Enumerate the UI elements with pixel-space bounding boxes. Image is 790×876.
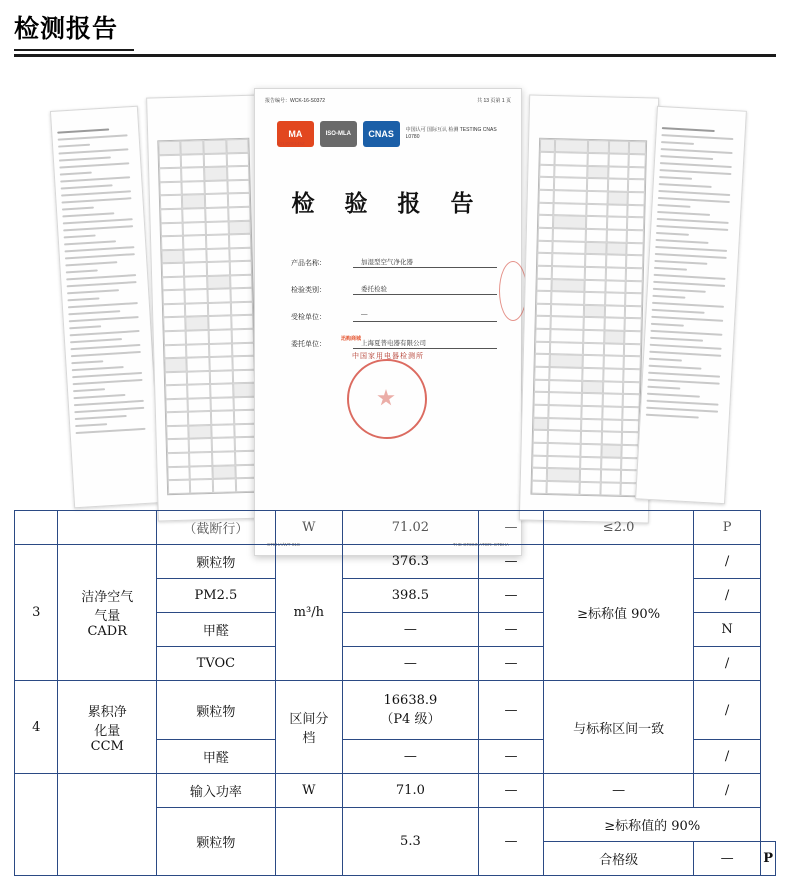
- cell-verdict: /: [693, 579, 760, 613]
- cell-measured: 71.02: [342, 511, 478, 545]
- cell-measured: —: [342, 613, 478, 647]
- cell-sub: 甲醛: [157, 613, 276, 647]
- cell-dev: —: [478, 774, 543, 808]
- table-row: [15, 545, 776, 579]
- cell-verdict: P: [761, 842, 776, 876]
- page-info: 共 13 页第 1 页: [477, 98, 511, 104]
- field-inspected-unit: [291, 311, 497, 322]
- page-title: 检测报告: [14, 14, 119, 43]
- cell-item-line3: CCM: [90, 738, 124, 754]
- certificate-title: 检 验 报 告: [291, 190, 485, 217]
- report-table: [14, 510, 776, 876]
- report-table-wrapper: [14, 510, 776, 876]
- cell-unit: m³/h: [275, 545, 342, 681]
- doc-center-certificate: [254, 88, 522, 556]
- cell-verdict: N: [693, 613, 760, 647]
- cell-no: [15, 774, 58, 876]
- stamp-caption: 中国家用电器检测所: [352, 353, 424, 360]
- cell-dev: —: [478, 681, 543, 740]
- accreditation-text: 中国认可 国际互认 检测 TESTING CNAS L0780: [405, 127, 497, 140]
- cell-no: [15, 511, 58, 545]
- cell-dev: —: [478, 613, 543, 647]
- cell-item: [58, 511, 157, 545]
- cell-sub: 颗粒物: [157, 681, 276, 740]
- ma-badge: MA: [277, 121, 314, 147]
- cell-measured: 5.3: [342, 808, 478, 876]
- cell-req: ≥标称值 90%: [544, 545, 694, 681]
- cell-sub: PM2.5: [157, 579, 276, 613]
- field-client-unit: [291, 338, 497, 349]
- cell-verdict: /: [693, 774, 760, 808]
- field-inspection-type: [291, 284, 497, 295]
- cell-sub: TVOC: [157, 647, 276, 681]
- doc-left-inner-table: [157, 138, 259, 495]
- cell-measured: —: [342, 647, 478, 681]
- cell-dev: —: [478, 740, 543, 774]
- table-row: [15, 511, 776, 545]
- cell-item: [58, 774, 157, 876]
- table-row: [15, 774, 776, 808]
- cell-no: 4: [15, 681, 58, 774]
- cell-unit-line2: 档: [302, 731, 316, 746]
- footer-right-code: THE ORIGINATOR: CTBHA: [452, 542, 509, 547]
- cell-req: —: [544, 774, 694, 808]
- certificate-fields: [291, 257, 497, 365]
- cell-req: 与标称区间一致: [544, 681, 694, 774]
- certificate-head: [265, 97, 511, 104]
- field-inspection-type-label: 检验类别：: [291, 287, 326, 294]
- cell-verdict: P: [693, 511, 760, 545]
- cell-verdict: /: [693, 681, 760, 740]
- red-seal-stamp-icon: [347, 359, 427, 439]
- field-product-name: [291, 257, 497, 268]
- cell-no: 3: [15, 545, 58, 681]
- watermark-shop-tag: [341, 335, 361, 342]
- field-inspected-unit-value: —: [353, 311, 497, 322]
- accreditation-logos: [277, 113, 499, 155]
- cell-sub: 输入功率: [157, 774, 276, 808]
- field-inspection-type-value: 委托检验: [353, 284, 497, 295]
- cell-item-line2: 化量: [94, 723, 121, 739]
- cell-measured: 398.5: [342, 579, 478, 613]
- cell-sub: 颗粒物: [157, 808, 276, 876]
- cell-measured: —: [342, 740, 478, 774]
- cell-measured: 376.3: [342, 545, 478, 579]
- table-row: [15, 681, 776, 740]
- cell-req-top: ≥标称值的 90%: [544, 808, 761, 842]
- cell-item-line1: 洁净空气: [81, 590, 134, 605]
- report-number: 报告编号：WCK-16-S0372: [265, 98, 326, 104]
- cell-unit: [275, 808, 342, 876]
- cell-verdict: /: [693, 545, 760, 579]
- field-product-name-value: 加湿型空气净化器: [353, 257, 497, 268]
- cell-item: [58, 681, 157, 774]
- footer-left-code: CTBHA/WT-01C: [267, 542, 301, 547]
- ma-badge-number: 2014000145Z: [277, 141, 305, 146]
- cell-sub: 甲醛: [157, 740, 276, 774]
- field-client-unit-label: 委托单位：: [291, 341, 326, 348]
- cell-measured-value: 16638.9: [383, 693, 438, 708]
- cell-unit: [275, 681, 342, 774]
- cell-unit-line1: 区间分: [289, 712, 329, 727]
- doc-left-outer-lines: [57, 127, 155, 491]
- cell-item-line3: CADR: [87, 624, 128, 639]
- doc-right-outer-lines: [642, 127, 739, 488]
- cell-measured-grade: （P4 级）: [380, 712, 441, 727]
- doc-left-inner: [146, 95, 270, 522]
- doc-right-inner-table: [531, 138, 647, 497]
- field-client-unit-value: 上海夏普电器有限公司: [353, 338, 497, 349]
- cell-measured: [342, 681, 478, 740]
- cell-req: ≤2.0: [544, 511, 694, 545]
- cell-measured: 71.0: [342, 774, 478, 808]
- cell-dev: —: [478, 545, 543, 579]
- cell-verdict: /: [693, 647, 760, 681]
- cell-verdict: /: [693, 740, 760, 774]
- cell-dev: —: [478, 579, 543, 613]
- cell-item: [58, 545, 157, 681]
- cell-dev: —: [478, 511, 543, 545]
- cell-req-grade: 合格级: [544, 842, 694, 876]
- cell-dev: —: [478, 808, 543, 876]
- field-inspected-unit-label: 受检单位：: [291, 314, 326, 321]
- doc-left-outer: [50, 106, 162, 509]
- title-underline-accent: [14, 49, 134, 51]
- cell-unit: W: [275, 774, 342, 808]
- cell-item-line2: 气量: [94, 609, 121, 624]
- side-seal-stamp-icon: [499, 261, 527, 321]
- cell-req-dash: —: [693, 842, 760, 876]
- shop-tag-text: 迅购商城: [341, 336, 362, 342]
- cell-sub: 颗粒物: [157, 545, 276, 579]
- cell-dev: —: [478, 647, 543, 681]
- iso-badge: ISO-MLA: [320, 121, 357, 147]
- title-underline: [14, 54, 776, 57]
- cell-unit: W: [275, 511, 342, 545]
- cnas-badge: CNAS: [363, 121, 400, 147]
- cell-item-line1: 累积净: [87, 704, 127, 720]
- page-header: [0, 0, 790, 62]
- cell-sub: （截断行）: [157, 511, 276, 545]
- field-product-name-label: 产品名称：: [291, 260, 326, 267]
